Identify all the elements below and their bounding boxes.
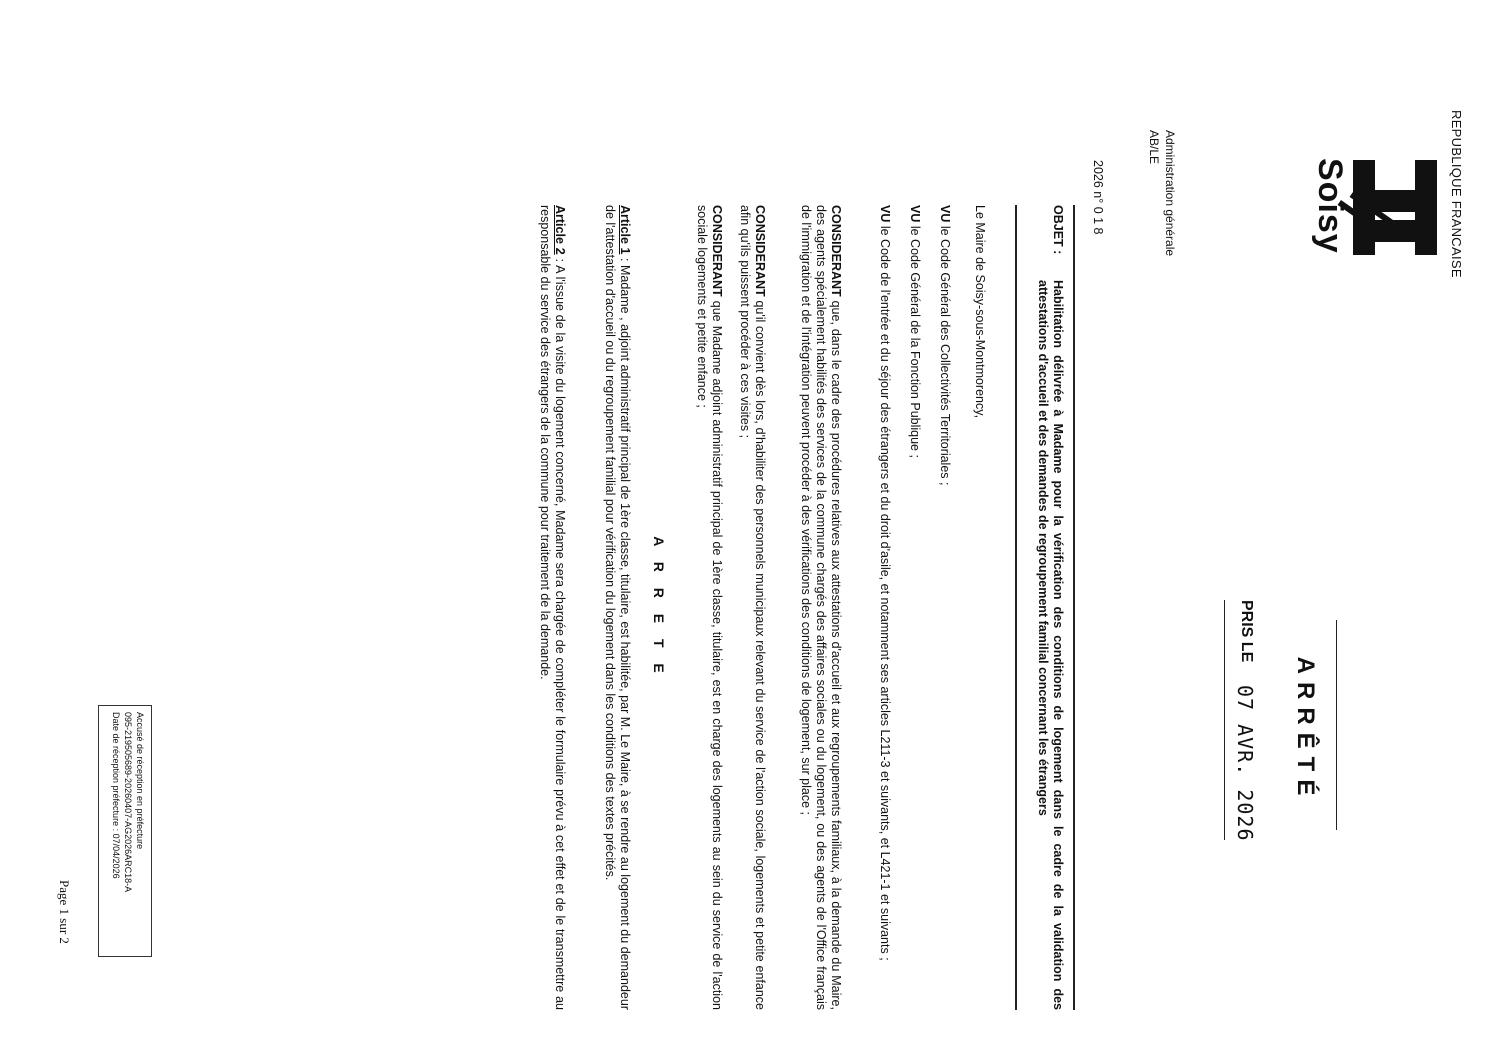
- logo-wordmark: Soisy: [1311, 158, 1349, 254]
- vu-label: VU: [938, 205, 952, 223]
- stamp-line-1: Accusé de réception en préfecture: [135, 712, 145, 850]
- considerant-label: CONSIDERANT: [753, 205, 767, 297]
- vu-label: VU: [878, 205, 892, 223]
- city-logo: [1312, 130, 1437, 310]
- vu-text: le Code Général des Collectivités Territoriales ;: [938, 225, 952, 486]
- stamp-line-3: Date de réception préfecture : 07/04/2026: [111, 712, 121, 879]
- considerant-text: que, dans le cadre des procédures relatives aux attestations d'accueil et aux regroupements familiaux, à la demande du Maire, des agents spécialement habilités des services de la commune chargés des affaires sociales ou du logement, ou des agents de l'Office français de l'immigration et de l'intégration peuvent procéder à des vérifications des conditions de logement, sur place ;: [799, 205, 843, 1010]
- object-text: Habilitation délivrée à Madame pour la vérification des conditions de logement dans le cadre de la validation des attestations d'accueil et des demandes de regroupement familial concernant les étrangers: [1036, 280, 1065, 1010]
- considerant-label: CONSIDERANT: [710, 205, 724, 297]
- object-label: OBJET :: [1051, 205, 1065, 255]
- considerant-text: que Madame adjoint administratif principal de 1ère classe, titulaire, est en charge des logements au sein du service de l'action sociale logements et petite enfance ;: [695, 205, 724, 1010]
- considerant-3: [694, 205, 724, 1010]
- article-label: Article 1: [618, 205, 632, 255]
- republic-label: REPUBLIQUE FRANCAISE: [1449, 110, 1464, 278]
- considerant-label: CONSIDERANT: [829, 205, 843, 297]
- article-text: : Madame , adjoint administratif principal de 1ère classe, titulaire, est habilitée, par M. Le Maire, à se rendre au logement du demandeur de l'attestation d'accueil ou du regroupement familial pour vérification du logement dans les conditions des textes précités.: [603, 205, 632, 1010]
- mayor-line: Le Maire de Soisy-sous-Montmorency,: [973, 205, 987, 419]
- vu-cgfp: [907, 205, 922, 1010]
- article-label: Article 2: [553, 205, 567, 255]
- object-rule-top: [1073, 205, 1075, 1010]
- taken-on-date: 07 AVR. 2026: [1233, 685, 1257, 842]
- considerant-2: [737, 205, 767, 1010]
- considerant-text: qu'il convient dès lors, d'habiliter des personnels municipaux relevant du service de l'action sociale, logements et petite enfance afin qu'ils puissent procéder à ces visites ;: [738, 205, 767, 1010]
- department-label: Administration générale: [1163, 130, 1177, 257]
- page-number: Page 1 sur 2: [57, 880, 72, 944]
- decision-heading: A R R E T E: [651, 536, 667, 679]
- article-1: [602, 205, 632, 1010]
- document-title: ARRÊTÉ: [1292, 656, 1319, 804]
- prefecture-receipt-stamp: [98, 705, 152, 957]
- article-text: : A l'issue de la visite du logement concerné, Madame sera chargée de compléter le formulaire prévu à cet effet et de le transmettre au responsable du service des étrangers de la commune pour traitement de la demande.: [538, 205, 567, 1010]
- considerant-1: [798, 205, 843, 1010]
- vu-text: le Code de l'entrée et du séjour des étrangers et du droit d'asile, et notamment ses articles L211-3 et suivants, et L421-1 et suivants ;: [878, 225, 892, 961]
- stamp-line-2: 095-219505689-20260407-AG2026ARC18-A: [123, 712, 133, 893]
- reference-number: 2026 n° 0 1 8: [1091, 160, 1105, 235]
- vu-label: VU: [908, 205, 922, 223]
- title-rule-top: [1336, 620, 1337, 830]
- vu-ceseda: [877, 205, 892, 1010]
- object-rule-bottom: [1015, 205, 1017, 1010]
- vu-text: le Code Général de la Fonction Publique ;: [908, 225, 922, 458]
- title-rule-bottom: [1224, 600, 1225, 840]
- vu-ccgt: [937, 205, 952, 1010]
- article-2: [537, 205, 567, 1010]
- taken-on-label: PRIS LE: [1238, 600, 1255, 663]
- department-code: AB/LE: [1147, 130, 1161, 165]
